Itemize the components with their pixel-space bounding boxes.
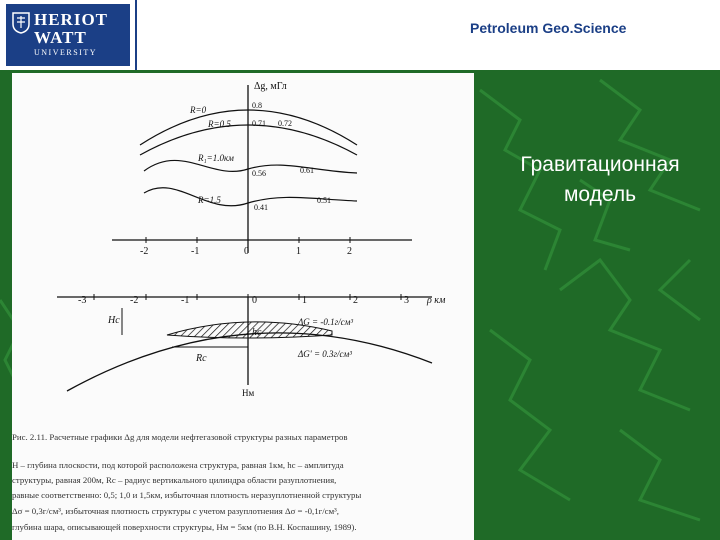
label-hc-left: Hc xyxy=(108,315,120,326)
figure-caption-line: равные соответственно: 0,5; 1,0 и 1,5км, избыточная плотность неразуплотненной структуры xyxy=(12,490,362,500)
figure-caption-line: структуры, равная 200м, Rc – радиус вертикального цилиндра области разуплотнения, xyxy=(12,475,337,485)
value-label-071: 0.71 xyxy=(252,119,266,128)
curve-label-r05: R=0.5 xyxy=(208,119,231,129)
label-hc-center: hc xyxy=(252,327,262,338)
value-label-08: 0.8 xyxy=(252,101,262,110)
header-divider xyxy=(135,0,137,70)
slide-heading xyxy=(480,150,720,210)
density-label-1: ΔG = -0.1г/см³ xyxy=(298,317,354,327)
slide-heading-line1: Гравитационная xyxy=(520,153,680,176)
university-logo xyxy=(6,4,130,66)
top-tick-label: 0 xyxy=(244,246,249,257)
top-tick-label: 2 xyxy=(347,246,352,257)
value-label-061: 0.61 xyxy=(300,166,314,175)
bottom-tick-label: 0 xyxy=(252,295,257,306)
bottom-tick-label: -1 xyxy=(181,295,190,306)
value-label-041: 0.41 xyxy=(254,203,268,212)
top-tick-label: -2 xyxy=(140,246,149,257)
curve-r1 xyxy=(144,160,357,173)
label-hm: Hм xyxy=(242,388,255,398)
bottom-axis-unit: ρ км xyxy=(427,295,446,306)
figure-caption-line: Δσ = 0,3г/см³, избыточная плотность структуры с учетом разуплотнения Δσ = -0,1г/см³, xyxy=(12,506,339,516)
bottom-tick-label: -2 xyxy=(130,295,139,306)
gravity-model-figure xyxy=(12,73,474,540)
value-label-072: 0.72 xyxy=(278,119,292,128)
logo-text-university: UNIVERSITY xyxy=(34,48,97,57)
figure-caption-line: H – глубина плоскости, под которой расположена структура, равная 1км, hc – амплитуда xyxy=(12,460,344,470)
header-bar xyxy=(0,0,720,70)
structure-arc xyxy=(67,333,432,391)
top-axis-label: Δg, мГл xyxy=(254,81,287,92)
density-label-2: ΔG' = 0.3г/см³ xyxy=(298,349,352,359)
logo-text-watt: WATT xyxy=(34,28,87,47)
figure-caption-line: Рис. 2.11. Расчетные графики Δg для модели нефтегазовой структуры разных параметров xyxy=(12,432,348,442)
curve-label-r0: R=0 xyxy=(190,105,207,115)
slide-heading-line2: модель xyxy=(563,183,637,206)
crest-icon xyxy=(12,12,30,34)
header-title: Petroleum Geo.Science xyxy=(470,20,627,36)
bottom-tick-label: 3 xyxy=(404,295,409,306)
label-rc: Rc xyxy=(196,353,207,364)
top-tick-label: -1 xyxy=(191,246,200,257)
logo-text-heriot: HERIOT xyxy=(34,10,109,29)
value-label-056: 0.56 xyxy=(252,169,266,178)
bottom-tick-label: 2 xyxy=(353,295,358,306)
bottom-tick-label: -3 xyxy=(78,295,87,306)
curve-label-r1: R₁=1.0км xyxy=(198,153,234,163)
bottom-tick-label: 1 xyxy=(302,295,307,306)
curve-label-r15: R=1.5 xyxy=(198,195,221,205)
value-label-051: 0.51 xyxy=(317,196,331,205)
figure-caption-line: глубина шара, описывающей поверхности структуры, Hм = 5км (по В.Н. Коспашину, 1989). xyxy=(12,522,357,532)
top-tick-label: 1 xyxy=(296,246,301,257)
figure-drawing xyxy=(12,73,474,433)
